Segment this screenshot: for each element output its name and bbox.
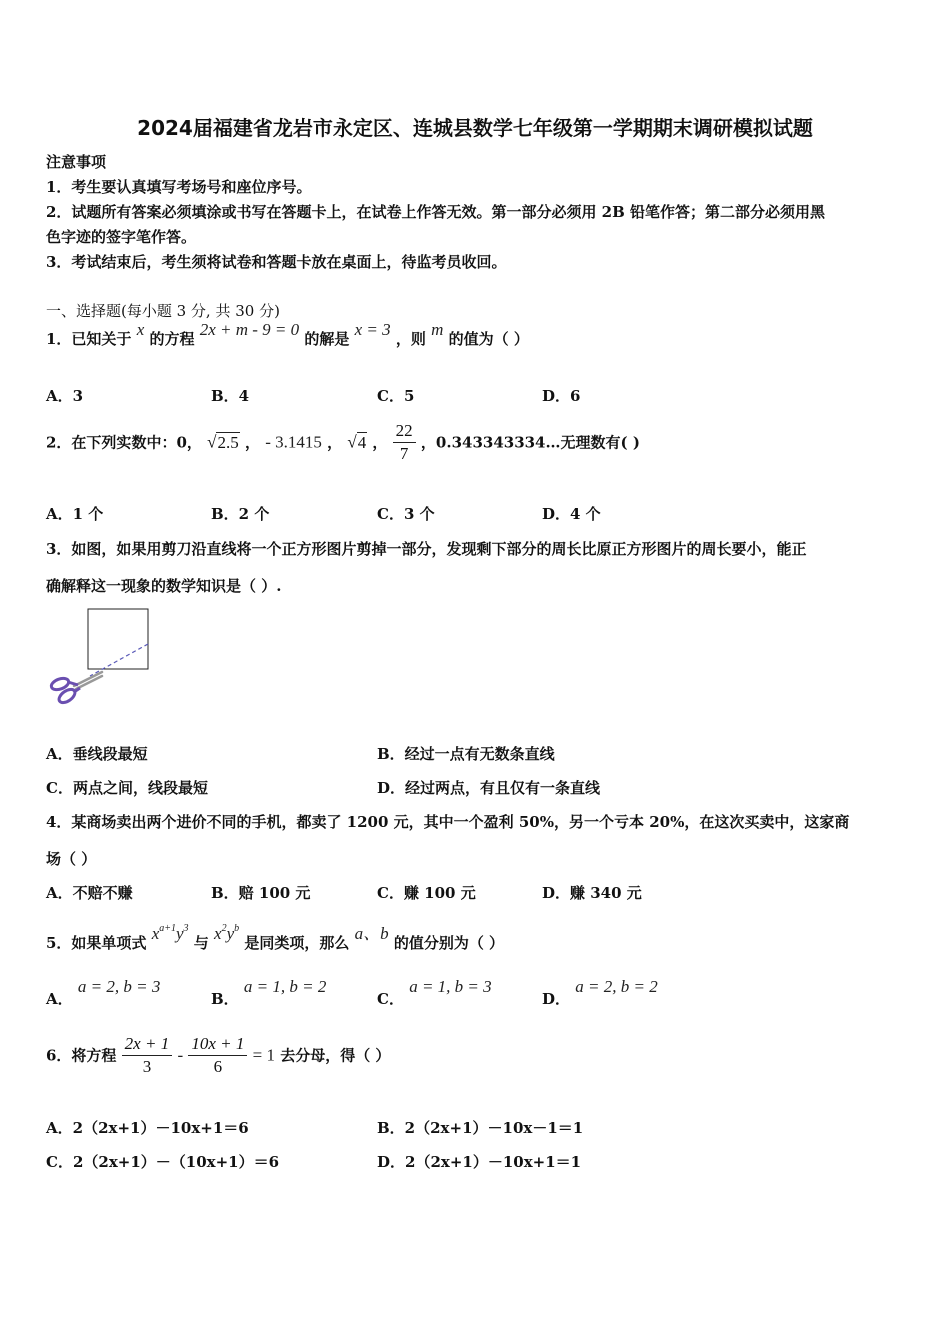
- q6-minus: -: [177, 1045, 184, 1065]
- notice-item: 1．考生要认真填写考场号和座位序号。: [46, 178, 312, 196]
- q5-vars: a、b: [354, 924, 389, 943]
- q3-option-a[interactable]: A．垂线段最短: [46, 745, 148, 763]
- scissors-figure: [44, 606, 154, 716]
- option-value: a = 1, b = 2: [243, 977, 327, 996]
- q2-text: 2．在下列实数中：0，: [46, 433, 202, 452]
- q2-option-a[interactable]: A．1 个: [46, 505, 104, 523]
- q2-negative-number: - 3.1415: [265, 432, 322, 452]
- mono-base: x: [151, 924, 160, 943]
- q2-option-d[interactable]: D．4 个: [542, 505, 601, 523]
- q4-line: 场（ ）: [46, 850, 97, 868]
- q2-text: ，0.343343334…无理数有( ): [420, 433, 640, 452]
- q2-option-c[interactable]: C．3 个: [377, 505, 435, 523]
- q2-fraction: [393, 420, 416, 465]
- q2-radicand: 4: [357, 432, 367, 452]
- q5-text: 5．如果单项式: [46, 934, 147, 952]
- question-6: [46, 1033, 390, 1078]
- q1-option-a[interactable]: A．3: [46, 387, 84, 405]
- option-value: a = 2, b = 2: [575, 977, 658, 996]
- q6-equals: = 1: [252, 1045, 275, 1065]
- q5-option-b[interactable]: [211, 977, 327, 1009]
- mono-base: y: [175, 924, 184, 943]
- q6-option-c[interactable]: C．2（2x+1）－（10x+1）＝6: [46, 1153, 280, 1171]
- q5-text: 与: [193, 934, 209, 952]
- mono-exponent: a+1: [159, 923, 176, 934]
- q2-sqrt-4: √4: [347, 432, 367, 452]
- q3-line: 确解释这一现象的数学知识是（ ）.: [46, 577, 282, 595]
- q1-var-m: m: [431, 320, 444, 339]
- option-label: A．: [46, 990, 73, 1008]
- page-title: 2024届福建省龙岩市永定区、连城县数学七年级第一学期期末调研模拟试题: [137, 116, 813, 140]
- mono-base: x: [214, 924, 222, 943]
- q4-option-b[interactable]: B．赔 100 元: [211, 884, 311, 902]
- q3-option-c[interactable]: C．两点之间，线段最短: [46, 779, 208, 797]
- q5-option-d[interactable]: [542, 977, 658, 1009]
- q6-text: 去分母，得（ ）: [280, 1046, 391, 1065]
- q6-fraction-1: [122, 1033, 173, 1078]
- q1-equation: 2x + m - 9 = 0: [199, 320, 300, 339]
- q5-monomial-2: [214, 924, 239, 943]
- q5-text: 是同类项，那么: [244, 934, 350, 952]
- q6-option-b[interactable]: B．2（2x+1）－10x－1＝1: [377, 1119, 584, 1137]
- fraction-numerator: 2x + 1: [122, 1033, 173, 1056]
- fraction-denominator: 7: [399, 444, 409, 463]
- q1-option-c[interactable]: C．5: [377, 387, 415, 405]
- q2-sqrt-2-5: √2.5: [207, 432, 239, 452]
- q1-var-x: x: [136, 320, 145, 339]
- q6-fraction-2: [188, 1033, 247, 1078]
- option-value: a = 1, b = 3: [409, 977, 492, 996]
- q2-sep: ，: [244, 433, 260, 452]
- option-label: B．: [211, 990, 239, 1008]
- q2-sep: ，: [327, 433, 343, 452]
- q2-radicand: 2.5: [217, 432, 239, 452]
- q6-text: 6．将方程: [46, 1046, 117, 1065]
- q3-option-d[interactable]: D．经过两点，有且仅有一条直线: [377, 779, 601, 797]
- scissors-square-figure: [44, 606, 154, 716]
- fraction-denominator: 6: [213, 1057, 223, 1076]
- section-heading: 一、选择题(每小题 3 分, 共 30 分): [46, 302, 280, 320]
- scissors-icon: [50, 672, 102, 705]
- q3-line: 3．如图，如果用剪刀沿直线将一个正方形图片剪掉一部分，发现剩下部分的周长比原正方形图片的周长要小，能正: [46, 540, 807, 558]
- q1-option-b[interactable]: B．4: [211, 387, 250, 405]
- notice-heading: 注意事项: [46, 153, 107, 171]
- q4-line: 4．某商场卖出两个进价不同的手机，都卖了 1200 元，其中一个盈利 50%，另一个亏本 20%，在这次买卖中，这家商: [46, 813, 850, 831]
- notice-item: 3．考试结束后，考生须将试卷和答题卡放在桌面上，待监考员收回。: [46, 253, 507, 271]
- mono-exponent: 3: [183, 923, 189, 934]
- fraction-denominator: 3: [142, 1057, 152, 1076]
- q1-text: 的值为（ ）: [448, 330, 529, 348]
- q5-monomial-1: [152, 924, 189, 943]
- square: [88, 609, 148, 669]
- fraction-numerator: 10x + 1: [188, 1033, 247, 1056]
- option-label: D．: [542, 990, 571, 1008]
- option-value: a = 2, b = 3: [77, 977, 161, 996]
- q2-sep: ，: [372, 433, 388, 452]
- question-1: [46, 320, 529, 349]
- q1-text: 1．已知关于: [46, 330, 132, 348]
- notice-item: 2．试题所有答案必须填涂或书写在答题卡上，在试卷上作答无效。第一部分必须用 2B 铅笔作答；第二部分必须用黑: [46, 203, 826, 221]
- q1-solution: x = 3: [354, 320, 391, 339]
- question-2: [46, 420, 640, 465]
- q4-option-d[interactable]: D．赚 340 元: [542, 884, 642, 902]
- q5-text: 的值分别为（ ）: [393, 934, 505, 952]
- cut-line: [90, 644, 148, 676]
- mono-exponent: b: [234, 923, 240, 934]
- notice-item: 色字迹的签字笔作答。: [46, 228, 197, 246]
- q5-option-a[interactable]: [46, 977, 161, 1009]
- q1-text: ，则: [395, 330, 426, 348]
- q2-option-b[interactable]: B．2 个: [211, 505, 270, 523]
- q4-option-c[interactable]: C．赚 100 元: [377, 884, 476, 902]
- q3-option-b[interactable]: B．经过一点有无数条直线: [377, 745, 555, 763]
- q4-option-a[interactable]: A．不赔不赚: [46, 884, 133, 902]
- option-label: C．: [377, 990, 404, 1008]
- q6-option-a[interactable]: A．2（2x+1）－10x+1＝6: [46, 1119, 249, 1137]
- q1-text: 的解是: [304, 330, 350, 348]
- q1-text: 的方程: [149, 330, 195, 348]
- mono-exponent: 2: [221, 923, 227, 934]
- mono-base: y: [226, 924, 235, 943]
- question-5: [46, 923, 505, 953]
- q5-option-c[interactable]: [377, 977, 492, 1009]
- fraction-numerator: 22: [393, 420, 416, 443]
- q1-option-d[interactable]: D．6: [542, 387, 581, 405]
- q6-option-d[interactable]: D．2（2x+1）－10x+1＝1: [377, 1153, 582, 1171]
